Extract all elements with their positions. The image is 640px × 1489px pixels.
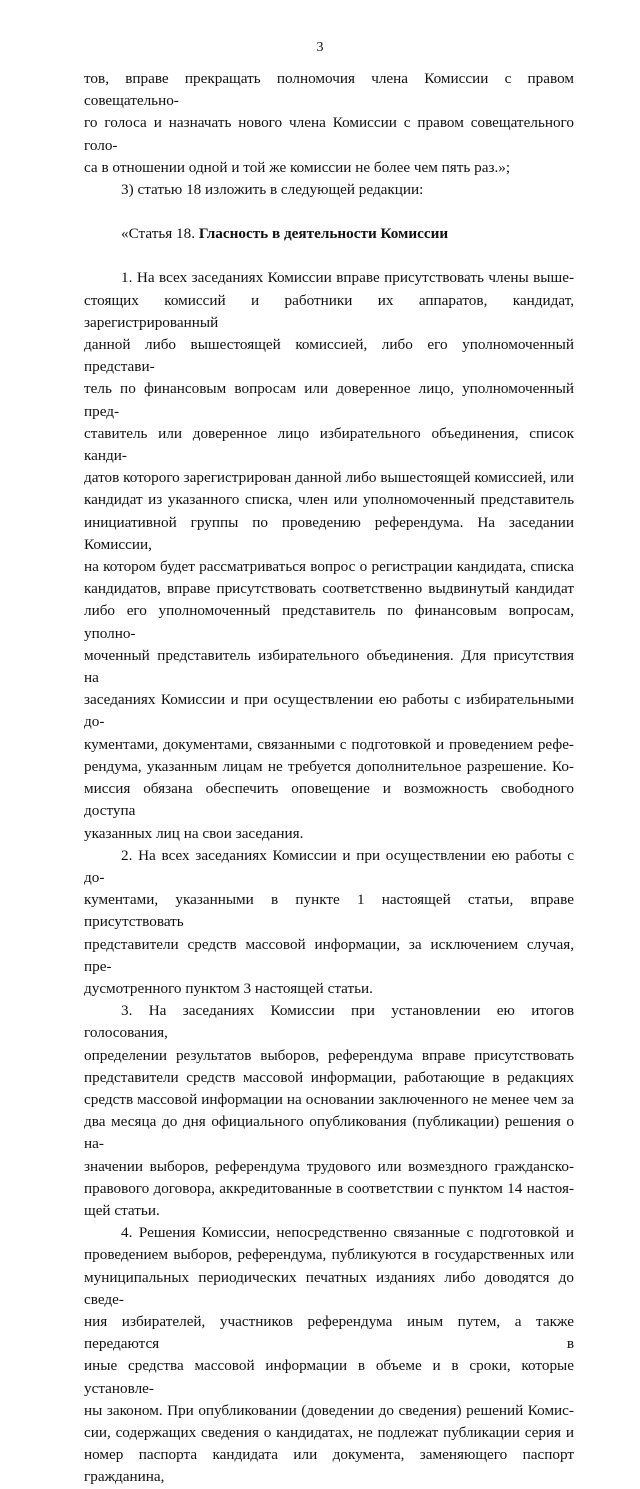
amendment-item-3: 3) статью 18 изложить в следующей редакции:	[121, 181, 424, 199]
text-line: на котором будет рассматриваться вопрос о регистрации кандидата, списка	[84, 558, 574, 576]
text-line: дусмотренного пунктом 3 настоящей статьи.	[84, 979, 373, 997]
text-line: представители средств массовой информации, за исключением случая, пре-	[84, 935, 574, 975]
text-line: 1. На всех заседаниях Комиссии вправе присутствовать члены выше-	[121, 269, 574, 287]
spacer	[84, 245, 574, 267]
text-line: миссия обязана обеспечить оповещение и возможность свободного доступа	[84, 780, 574, 820]
text-line: кандидатов, вправе присутствовать соответственно выдвинутый кандидат	[84, 580, 574, 598]
paragraph-2	[84, 845, 574, 1000]
text-line: средств массовой информации на основании заключенного не менее чем за	[84, 1090, 574, 1108]
page-number: 3	[316, 40, 324, 55]
text-line: 4. Решения Комиссии, непосредственно связанные с подготовкой и	[121, 1224, 574, 1242]
text-line: два месяца до дня официального опубликования (публикации) решения о на-	[84, 1113, 574, 1153]
text-line: сии, содержащих сведения о кандидатах, не подлежат публикации серия и	[84, 1423, 574, 1441]
text-line: тель по финансовым вопросам или доверенное лицо, уполномоченный пред-	[84, 380, 574, 420]
text-line: номер паспорта кандидата или документа, заменяющего паспорт гражданина,	[84, 1446, 574, 1486]
paragraph-4	[84, 1222, 574, 1488]
text-line: кандидат из указанного списка, член или уполномоченный представитель	[84, 491, 574, 509]
text-line: правового договора, аккредитованные в соответствии с пунктом 14 настоя-	[84, 1179, 574, 1197]
text-line: данной либо вышестоящей комиссией, либо его уполномоченный представи-	[84, 336, 574, 376]
text-line: рендума, указанным лицам не требуется дополнительное разрешение. Ко-	[84, 757, 574, 775]
text-line: представители средств массовой информации, работающие в редакциях	[84, 1068, 574, 1086]
text-line: иные средства массовой информации в объеме и в сроки, которые установле-	[84, 1357, 574, 1397]
text-line: определении результатов выборов, референдума вправе присутствовать	[84, 1046, 574, 1064]
text-line: указанных лиц на свои заседания.	[84, 824, 304, 842]
paragraph-1	[84, 267, 574, 844]
text-line: датов которого зарегистрирован данной либо вышестоящей комиссией, или	[84, 469, 574, 487]
text-line: моченный представитель избирательного объединения. Для присутствия на	[84, 646, 574, 687]
text-line: ставитель или доверенное лицо избирательного объединения, список канди-	[84, 424, 574, 465]
text-line: ния избирателей, участников референдума иным путем, а также передаются в	[84, 1312, 574, 1353]
text-line: 3. На заседаниях Комиссии при установлении ею итогов голосования,	[84, 1002, 574, 1042]
text-line: либо его уполномоченный представитель по финансовым вопросам, уполно-	[84, 602, 574, 642]
text-line: 2. На всех заседаниях Комиссии и при осуществлении ею работы с до-	[84, 846, 574, 886]
text-line: муниципальных периодических печатных изданиях либо доводятся до сведе-	[84, 1268, 574, 1308]
paragraph-3	[84, 1000, 574, 1222]
text-line: значении выборов, референдума трудового или возмездного гражданско-	[84, 1157, 574, 1175]
text-line: стоящих комиссий и работники их аппаратов, кандидат, зарегистрированный	[84, 291, 574, 331]
text-line: проведением выборов, референдума, публикуются в государственных или	[84, 1246, 574, 1264]
text-line: кументами, указанными в пункте 1 настоящей статьи, вправе присутствовать	[84, 891, 574, 931]
text-line: инициативной группы по проведению референдума. На заседании Комиссии,	[84, 513, 574, 553]
article-heading	[84, 223, 574, 245]
text-line: заседаниях Комиссии и при осуществлении ею работы с избирательными до-	[84, 691, 574, 731]
article-title: Гласность в деятельности Комиссии	[198, 225, 449, 243]
text-line: тов, вправе прекращать полномочия члена Комиссии с правом совещательно-	[84, 70, 574, 110]
text-line: ны законом. При опубликовании (доведении до сведения) решений Комис-	[84, 1401, 574, 1419]
document-body	[84, 68, 574, 1489]
text-line: го голоса и назначать нового члена Комиссии с правом совещательного голо-	[84, 114, 574, 154]
text-line: са в отношении одной и той же комиссии не более чем пять раз.»;	[84, 158, 511, 176]
text-line: кументами, документами, связанными с подготовкой и проведением рефе-	[84, 735, 574, 753]
article-prefix: «Статья 18.	[121, 225, 196, 243]
spacer	[84, 201, 574, 223]
text-line: щей статьи.	[84, 1201, 160, 1219]
